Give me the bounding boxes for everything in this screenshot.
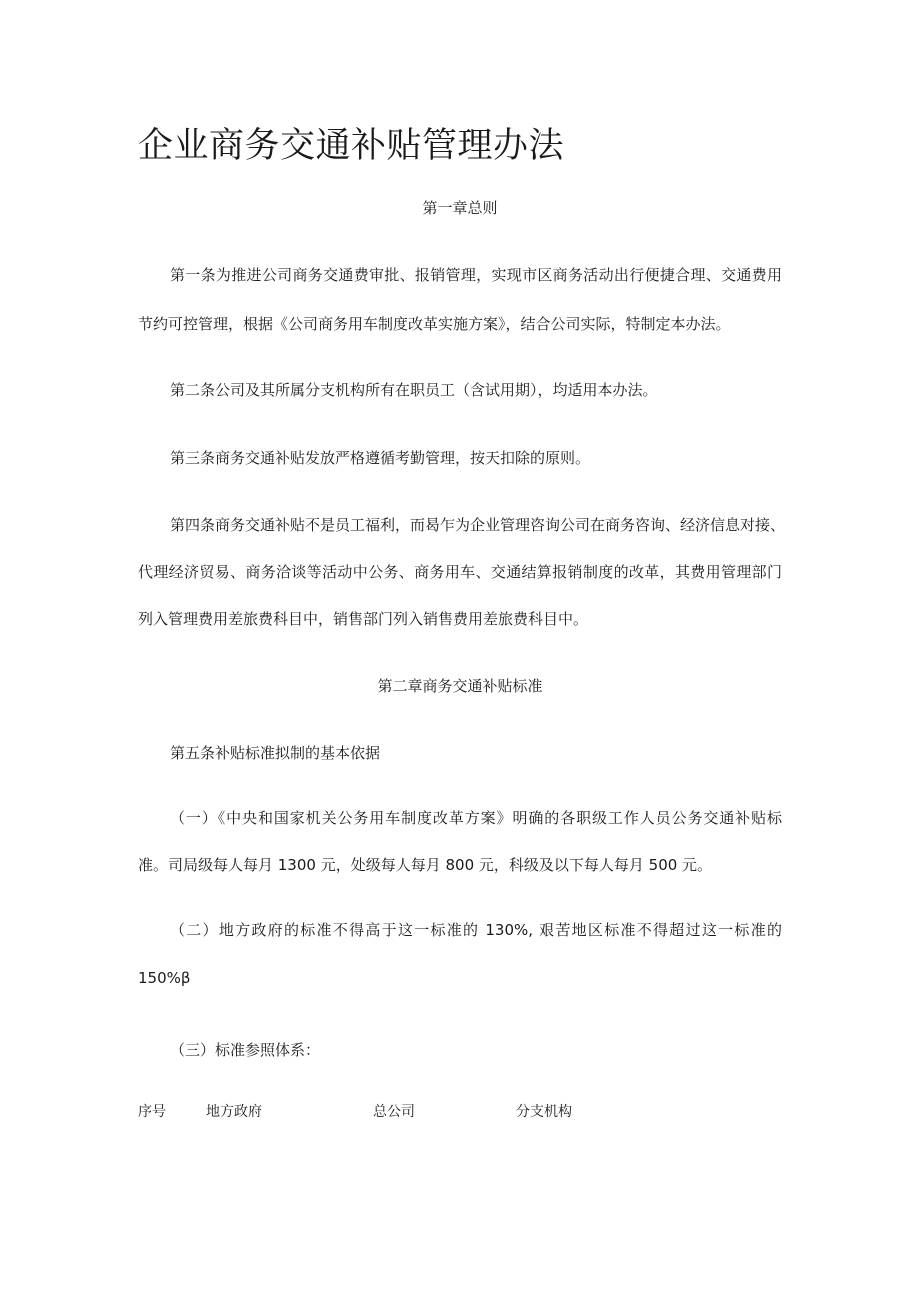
article-4-line-3: 列入管理费用差旅费科目中，销售部门列入销售费用差旅费科目中。 — [138, 610, 589, 628]
article-2: 第二条公司及其所属分支机构所有在职员工（含试用期），均适用本办法。 — [170, 381, 658, 399]
article-1-line-2: 节约可控管理，根据《公司商务用车制度改革实施方案》，结合公司实际，特制定本办法。 — [138, 315, 731, 333]
table-header-index: 序号 — [138, 1104, 166, 1120]
article-5: 第五条补贴标准拟制的基本依据 — [170, 744, 381, 762]
article-1-line-1: 第一条为推进公司商务交通费审批、报销管理，实现市区商务活动出行便捷合理、交通费用 — [170, 266, 782, 284]
article-3: 第三条商务交通补贴发放严格遵循考勤管理，按天扣除的原则。 — [170, 449, 591, 467]
article-4-line-2: 代理经济贸易、商务洽谈等活动中公务、商务用车、交通结算报销制度的改革，其费用管理部门 — [138, 563, 782, 581]
item-1-line-1: （一）《中央和国家机关公务用车制度改革方案》明确的各职级工作人员公务交通补贴标 — [170, 809, 782, 827]
chapter-2-heading: 第二章商务交通补贴标准 — [377, 677, 543, 695]
chapter-1-heading: 第一章总则 — [422, 199, 498, 217]
item-2-line-1: （二）地方政府的标准不得高于这一标准的 130%, 艰苦地区标准不得超过这一标准的 — [170, 921, 782, 939]
item-1-line-2: 准。司局级每人每月 1300 元，处级每人每月 800 元，科级及以下每人每月 500 元。 — [138, 856, 713, 874]
item-3: （三）标准参照体系： — [170, 1041, 321, 1059]
article-4-line-1: 第四条商务交通补贴不是员工福利，而曷乍为企业管理咨询公司在商务咨询、经济信息对接、 — [170, 516, 786, 534]
item-2-line-2: 150%β — [138, 969, 191, 987]
document-title: 企业商务交通补贴管理办法 — [138, 126, 565, 166]
table-header-local-government: 地方政府 — [206, 1104, 262, 1120]
table-header-branch: 分支机构 — [516, 1104, 572, 1120]
table-header-head-office: 总公司 — [373, 1104, 415, 1120]
